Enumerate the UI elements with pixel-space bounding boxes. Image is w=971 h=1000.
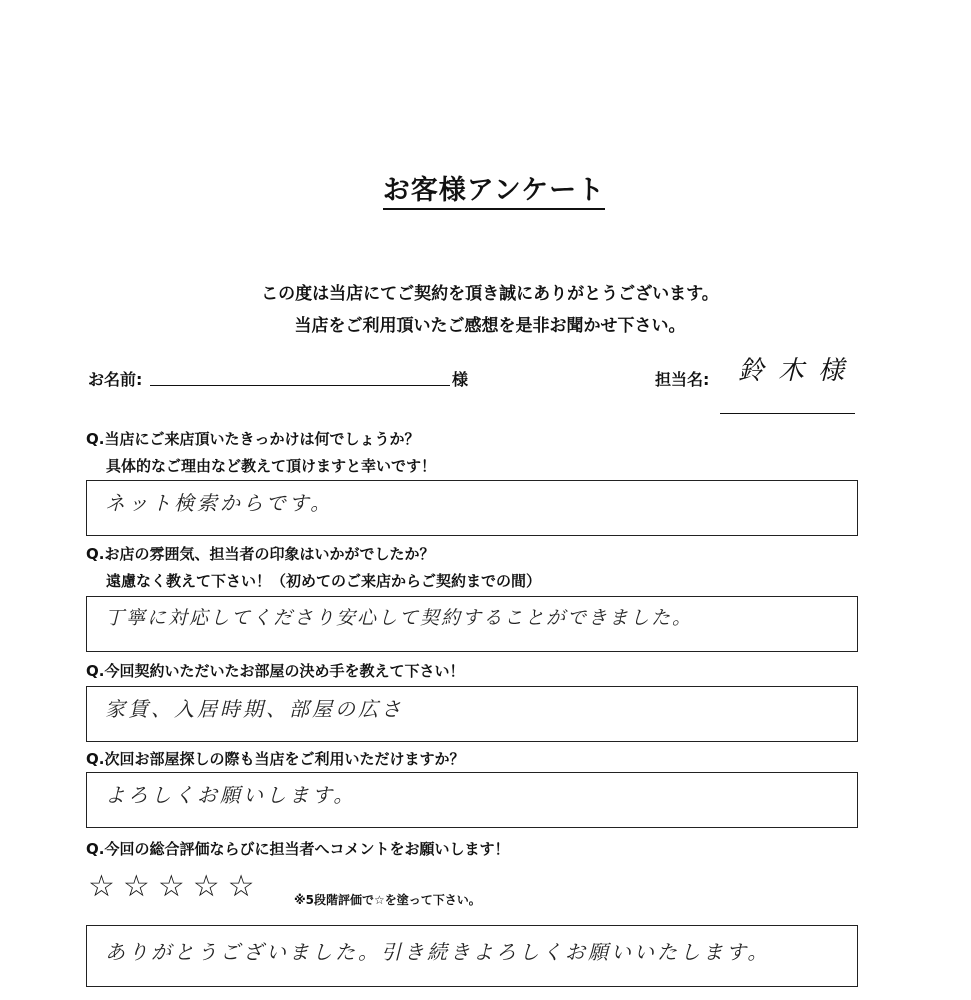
answer-box-1[interactable] <box>86 480 858 536</box>
rating-stars[interactable] <box>88 869 255 904</box>
name-suffix: 様 <box>452 370 469 389</box>
answer-box-3[interactable] <box>86 686 858 742</box>
star-icon[interactable]: ☆ <box>122 869 150 904</box>
answer-box-4[interactable] <box>86 772 858 828</box>
answer-5-text: ありがとうございました。引き続きよろしくお願いいたします。 <box>105 940 771 964</box>
answer-box-5[interactable] <box>86 925 858 987</box>
star-icon[interactable]: ☆ <box>192 869 220 904</box>
star-icon[interactable]: ☆ <box>227 869 255 904</box>
survey-title <box>0 168 971 207</box>
survey-title-text: お客様アンケート <box>383 175 605 210</box>
staff-label: 担当名: <box>655 370 710 389</box>
intro-line-1: この度は当店にてご契約を頂き誠にありがとうございます。 <box>261 284 719 304</box>
staff-input-line[interactable] <box>720 385 855 414</box>
answer-1-text: ネット検索からです。 <box>105 491 334 515</box>
name-input-line[interactable] <box>150 385 450 386</box>
question-3: Q.今回契約いただいたお部屋の決め手を教えて下さい！ <box>86 662 465 680</box>
question-2-sub: 遠慮なく教えて下さい！（初めてのご来店からご契約までの間） <box>106 572 542 590</box>
answer-2-text: 丁寧に対応してくださり安心して契約することができました。 <box>105 607 694 629</box>
staff-value: 鈴木様 <box>738 356 859 386</box>
question-4: Q.次回お部屋探しの際も当店をご利用いただけますか？ <box>86 750 465 768</box>
name-label: お名前: <box>88 370 143 389</box>
rating-note: ※5段階評価で☆を塗って下さい。 <box>294 893 481 907</box>
answer-box-2[interactable] <box>86 596 858 652</box>
question-1: Q.当店にご来店頂いたきっかけは何でしょうか？ <box>86 430 420 448</box>
answer-3-text: 家賃、入居時期、部屋の広さ <box>105 697 404 721</box>
question-1-sub: 具体的なご理由など教えて頂けますと幸いです！ <box>106 457 437 475</box>
star-icon[interactable]: ☆ <box>88 869 115 904</box>
star-icon[interactable]: ☆ <box>157 869 185 904</box>
intro-line-2: 当店をご利用頂いたご感想を是非お聞かせ下さい。 <box>294 316 686 336</box>
question-5: Q.今回の総合評価ならびに担当者へコメントをお願いします！ <box>86 840 510 858</box>
question-2: Q.お店の雰囲気、担当者の印象はいかがでしたか？ <box>86 545 435 563</box>
answer-4-text: よろしくお願いします。 <box>105 783 357 807</box>
